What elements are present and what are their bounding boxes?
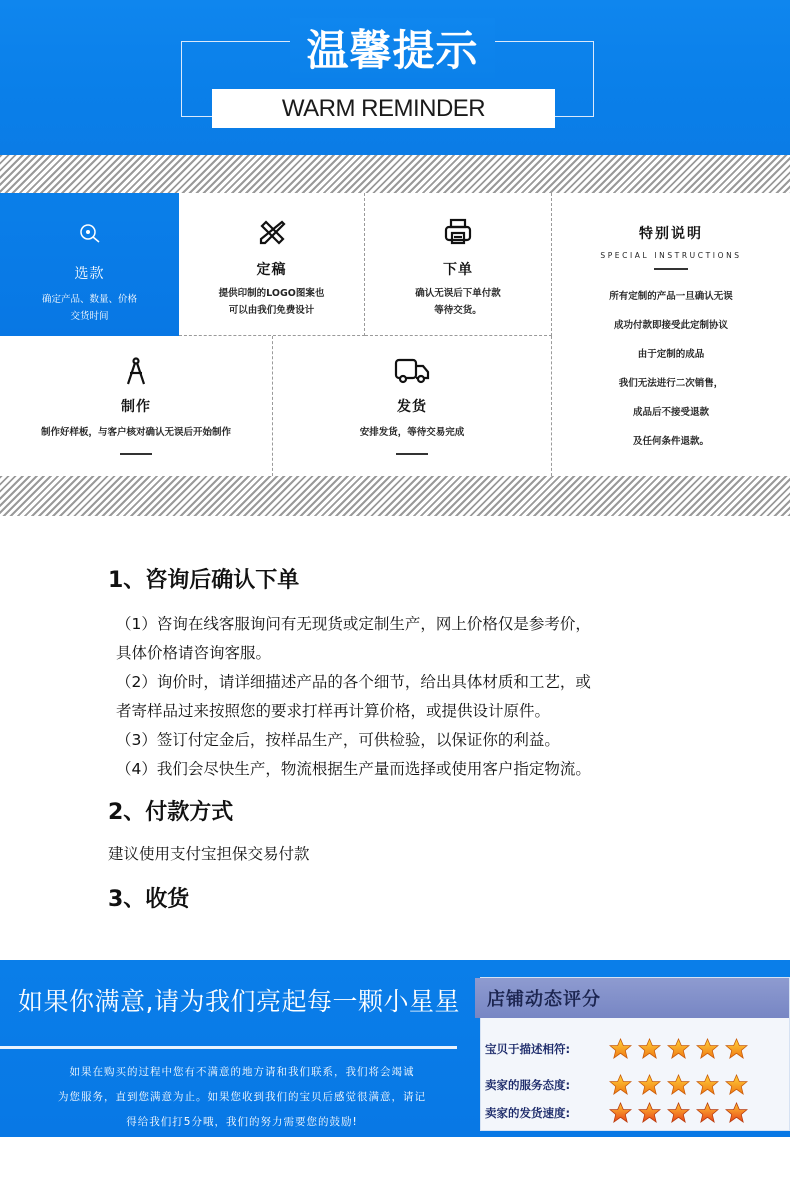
instructions xyxy=(108,566,708,915)
star-icon xyxy=(725,1038,748,1059)
step-name: 选款 xyxy=(74,266,105,282)
section-title: 2、付款方式 xyxy=(108,800,234,825)
star-icon xyxy=(696,1102,719,1123)
step-desc-line: 确定产品、数量、价格 xyxy=(41,294,137,305)
rating-row xyxy=(485,1038,748,1059)
page-title: 温馨提示 xyxy=(306,26,479,75)
divider-rule xyxy=(120,453,152,455)
rating-row xyxy=(485,1102,748,1123)
footer-text-line: 如果在购买的过程中您有不满意的地方请和我们联系，我们将会竭诚 xyxy=(69,1066,415,1078)
special-subtitle: SPECIAL INSTRUCTIONS xyxy=(600,251,742,260)
step-desc-line: 提供印制的LOGO图案也 xyxy=(218,288,325,299)
divider-rule xyxy=(654,268,688,270)
star-icon xyxy=(638,1102,661,1123)
star-icon xyxy=(696,1038,719,1059)
process-grid xyxy=(0,193,790,476)
step-name: 制作 xyxy=(121,399,151,415)
step-ship xyxy=(273,336,552,476)
star-icon xyxy=(609,1102,632,1123)
section-title: 1、咨询后确认下单 xyxy=(108,568,300,593)
footer-text-line: 得给我们打5分哦，我们的努力需要您的鼓励! xyxy=(126,1116,358,1128)
star-icon xyxy=(638,1074,661,1095)
step-name: 下单 xyxy=(443,262,473,278)
pencil-ruler-icon xyxy=(179,217,364,247)
special-line: 成品后不接受退款 xyxy=(632,407,709,418)
star-group xyxy=(609,1074,748,1095)
divider-rule xyxy=(396,453,428,455)
footer-title: 如果你满意,请为我们亮起每一颗小星星 xyxy=(18,987,460,1016)
paragraph-line: （1）咨询在线客服询问有无现货或定制生产，网上价格仅是参考价， xyxy=(116,615,591,633)
header-banner xyxy=(0,0,790,155)
step-select xyxy=(0,193,179,336)
truck-icon xyxy=(273,356,551,386)
star-icon xyxy=(696,1074,719,1095)
special-line: 我们无法进行二次销售， xyxy=(618,378,724,389)
paragraph-line: （2）询价时，请详细描述产品的各个细节，给出具体材质和工艺，或 xyxy=(116,673,591,691)
special-title: 特别说明 xyxy=(639,226,703,242)
paragraph-line: （3）签订付定金后，按样品生产，可供检验，以保证你的利益。 xyxy=(116,731,560,749)
paragraph-line: 建议使用支付宝担保交易付款 xyxy=(108,845,310,863)
step-name: 发货 xyxy=(397,399,427,415)
rating-header xyxy=(475,978,789,1018)
step-desc-line: 制作好样板，与客户核对确认无误后开始制作 xyxy=(40,427,231,438)
step-order xyxy=(365,193,552,336)
step-name: 定稿 xyxy=(256,262,287,278)
star-icon xyxy=(667,1038,690,1059)
page-subtitle: WARM REMINDER xyxy=(281,94,486,122)
special-lines xyxy=(552,282,790,456)
stripe-divider-bottom xyxy=(0,476,790,516)
rating-row xyxy=(485,1074,748,1095)
rating-label: 卖家的服务态度: xyxy=(485,1077,571,1092)
section-body xyxy=(108,610,708,784)
step-desc-line: 可以由我们免费设计 xyxy=(228,305,315,316)
subtitle-box xyxy=(212,89,555,128)
step-desc xyxy=(179,285,364,319)
paragraph-line: （4）我们会尽快生产，物流根据生产量而选择或使用客户指定物流。 xyxy=(116,760,591,778)
title-wrap xyxy=(290,18,495,78)
step-desc-line: 等待交货。 xyxy=(434,305,482,316)
star-icon xyxy=(725,1074,748,1095)
rating-title: 店铺动态评分 xyxy=(487,989,601,1010)
star-icon xyxy=(725,1102,748,1123)
rating-label: 宝贝于描述相符: xyxy=(485,1041,571,1056)
star-icon xyxy=(638,1038,661,1059)
step-produce xyxy=(0,336,273,476)
paragraph-line: 具体价格请咨询客服。 xyxy=(116,644,272,662)
footer-text xyxy=(14,1060,470,1135)
printer-icon xyxy=(365,217,551,247)
special-instructions xyxy=(552,193,790,476)
step-desc xyxy=(0,424,272,441)
step-desc-line: 交货时间 xyxy=(70,311,109,322)
stripe-divider-top xyxy=(0,155,790,193)
special-line: 成功付款即接受此定制协议 xyxy=(613,320,728,331)
step-desc-line: 确认无误后下单付款 xyxy=(415,288,501,299)
special-line: 由于定制的成品 xyxy=(637,349,705,360)
magnifier-icon xyxy=(0,219,179,249)
special-line: 所有定制的产品一旦确认无误 xyxy=(609,291,733,302)
star-icon xyxy=(667,1074,690,1095)
star-icon xyxy=(609,1038,632,1059)
step-desc-line: 安排发货，等待交易完成 xyxy=(359,427,465,438)
store-rating-panel xyxy=(480,977,790,1131)
step-desc xyxy=(273,424,551,441)
star-icon xyxy=(609,1074,632,1095)
star-group xyxy=(609,1038,748,1059)
star-icon xyxy=(667,1102,690,1123)
rating-label: 卖家的发货速度: xyxy=(485,1105,571,1120)
step-desc xyxy=(0,291,179,325)
footer-divider xyxy=(0,1046,457,1049)
footer-text-line: 为您服务，直到您满意为止。如果您收到我们的宝贝后感觉很满意，请记 xyxy=(58,1091,426,1103)
special-line: 及任何条件退款。 xyxy=(632,436,709,447)
step-finalize xyxy=(179,193,365,336)
paragraph-line: 者寄样品过来按照您的要求打样再计算价格，或提供设计原件。 xyxy=(116,702,551,720)
compass-icon xyxy=(0,356,272,386)
star-group xyxy=(609,1102,748,1123)
section-title: 3、收货 xyxy=(108,887,190,912)
step-desc xyxy=(365,285,551,319)
